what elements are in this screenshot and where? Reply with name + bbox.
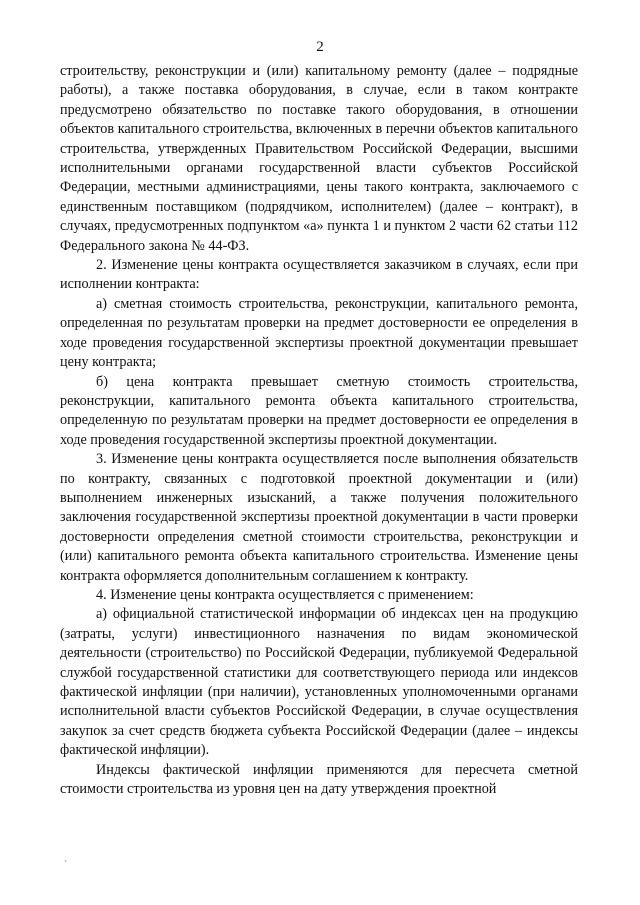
paragraph-item-4a: а) официальной статистической информации об индексах цен на продукцию (затраты, услуги) инвестиционного назначения по видам экономической деятельности (строительство) по Российской Федерации, публикуемой Федеральной службой государственной статистики для соответствующего периода или индексов фактической инфляции (при наличии), установленных уполномоченными органами исполнительной власти субъектов Российской Федерации, в случае осуществления закупок за счет средств бюджета субъекта Российской Федерации (далее – индексы фактической инфляции). xyxy=(60,606,578,759)
paragraph-item-4: 4. Изменение цены контракта осуществляется с применением: xyxy=(96,586,474,603)
scan-artifact: ˯ xyxy=(64,852,67,862)
page-number: 2 xyxy=(316,39,324,55)
paragraph-item-2b: б) цена контракта превышает сметную стоимость строительства, реконструкции, капитального ремонта объекта капитального строительства, определенную по результатам проверки на предмет достоверности ее определения в ходе проведения государственной экспертизы проектной документации. xyxy=(60,373,578,448)
paragraph-item-2a: а) сметная стоимость строительства, реконструкции, капитального ремонта, определенная по результатам проверки на предмет достоверности ее определения в ходе проведения государственной экспертизы проектной документации превышает цену контракта; xyxy=(60,295,578,371)
paragraph-continuation: строительству, реконструкции и (или) капитальному ремонту (далее – подрядные работы), а также поставка оборудования, в случае, если в таком контракте предусмотрено обязательство по поставке такого оборудования, в отношении объектов капитального строительства, включенных в перечни объектов капитального строительства, утвержденных Правительством Российской Федерации, высшими исполнительными органами государственной власти субъектов Российской Федерации, местными администрациями, цены такого контракта, заключаемого с единственным поставщиком (подрядчиком, исполнителем) (далее – контракт), в случаях, предусмотренных подпунктом «а» пункта 1 и пунктом 2 части 62 статьи 112 Федерального закона № 44-ФЗ. xyxy=(60,63,578,254)
document-body xyxy=(60,62,578,799)
paragraph-inflation-indexes: Индексы фактической инфляции применяются для пересчета сметной стоимости строительства из уровня цен на дату утверждения проектной xyxy=(60,761,578,798)
paragraph-item-2: 2. Изменение цены контракта осуществляется заказчиком в случаях, если при исполнении контракта: xyxy=(60,257,578,293)
paragraph-item-3: 3. Изменение цены контракта осуществляется после выполнения обязательств по контракту, связанных с подготовкой проектной документации и (или) выполнением инженерных изысканий, а также получения положительного заключения государственной экспертизы проектной документации в части проверки достоверности определения сметной стоимости строительства, реконструкции и (или) капитального ремонта объекта капитального строительства. Изменение цены контракта оформляется дополнительным соглашением к контракту. xyxy=(60,451,578,584)
